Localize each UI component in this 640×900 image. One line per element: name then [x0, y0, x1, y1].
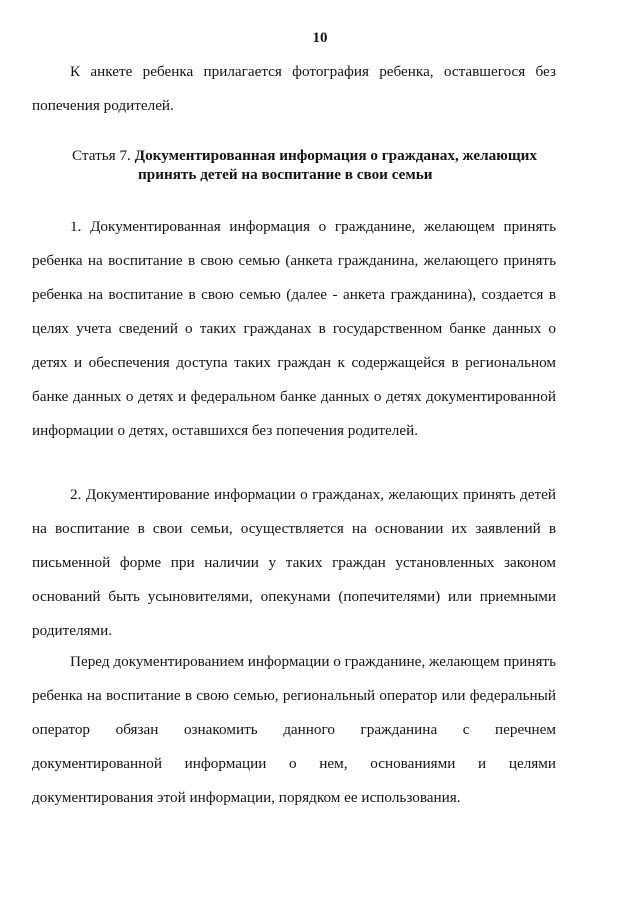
intro-paragraph	[32, 55, 556, 123]
page-number: 10	[312, 30, 328, 46]
article-title-line2: принять детей на воспитание в свои семьи	[138, 166, 433, 183]
paragraph-3-text: Перед документированием информации о гражданине, желающем принять ребенка на воспитание в свою семью, региональный оператор или федеральный оператор обязан ознакомить данного гражданина с перечнем документированной информации о нем, основаниями и целями документирования этой информации, порядком ее использования.	[32, 653, 556, 806]
paragraph-1	[32, 210, 556, 448]
paragraph-2	[32, 478, 556, 648]
paragraph-1-text: 1. Документированная информация о гражданине, желающем принять ребенка на воспитание в свою семью (анкета гражданина, желающего принять ребенка на воспитание в свою семью (далее - анкета гражданина), создается в целях учета сведений о таких гражданах в государственном банке данных о детях и обеспечения доступа таких граждан к содержащейся в региональном банке данных о детях и федеральном банке данных о детях документированной информации о детях, оставшихся без попечения родителей.	[32, 218, 556, 439]
paragraph-2-text: 2. Документирование информации о гражданах, желающих принять детей на воспитание в свои семьи, осуществляется на основании их заявлений в письменной форме при наличии у таких граждан установленных законом оснований быть усыновителями, опекунами (попечителями) или приемными родителями.	[32, 486, 556, 639]
intro-paragraph-text: К анкете ребенка прилагается фотография ребенка, оставшегося без попечения родителей.	[32, 63, 556, 114]
article-heading	[72, 146, 552, 184]
article-label: Статья 7.	[72, 147, 131, 164]
article-title-line1: Документированная информация о гражданах, желающих	[134, 147, 537, 164]
paragraph-3	[32, 645, 556, 815]
